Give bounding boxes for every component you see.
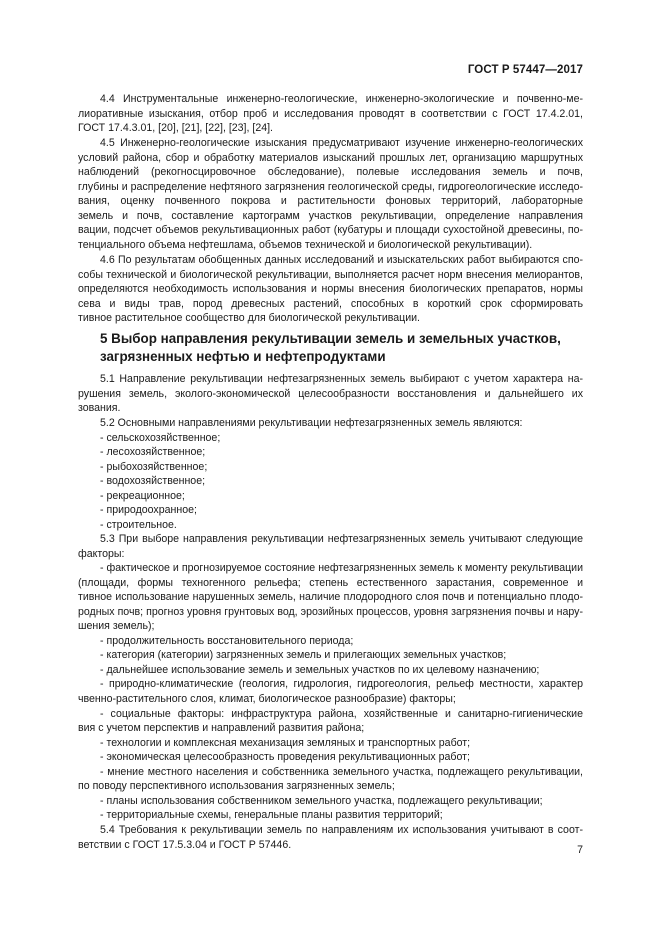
text-line: - категория (категории) загрязненных земель и прилегающих земельных участков; xyxy=(100,649,507,662)
text-line: шения земель); xyxy=(78,620,155,633)
text-line: ветствии с ГОСТ 17.5.3.04 и ГОСТ Р 57446. xyxy=(78,838,292,851)
list-item: - природоохранное; xyxy=(100,504,197,517)
text-line: - природно-климатические (геология, гидрология, гидрогеология, рельеф местности, характер xyxy=(100,678,583,691)
text-line: вия с учетом перспектив и направлений развития района; xyxy=(78,722,365,735)
text-line: по поводу перспективного использования загрязненных земель; xyxy=(78,780,395,793)
text-line: 5.1 Направление рекультивации нефтезагрязненных земель выбирают с учетом характера на- xyxy=(100,373,583,385)
page-number: 7 xyxy=(577,844,583,856)
text-line: - дальнейшее использование земель и земельных участков по их целевому назначению; xyxy=(100,663,540,676)
text-line: зования. xyxy=(78,402,121,415)
text-line: тивное растительное сообщество для биологической рекультивации. xyxy=(78,312,420,325)
text-line: земель и почв, составление картограмм участков рекультивации, определение направления xyxy=(78,209,583,222)
text-line: 4.4 Инструментальные инженерно-геологические, инженерно-экологические и почвенно-ме- xyxy=(100,93,583,105)
text-line: чвенно-растительного слоя, климат, биологическое разнообразие) факторы; xyxy=(78,693,456,706)
list-item: - лесохозяйственное; xyxy=(100,446,206,459)
heading-line: загрязненных нефтью и нефтепродуктами xyxy=(100,349,386,364)
text-line: 4.5 Инженерно-геологические изыскания предусматривают изучение инженерно-геологических xyxy=(100,137,583,149)
text-line: 5.2 Основными направлениями рекультивации нефтезагрязненных земель являются: xyxy=(100,417,523,429)
text-line: - социальные факторы: инфраструктура района, хозяйственные и санитарно-гигиенические xyxy=(100,707,583,720)
paragraph-5-3 xyxy=(78,532,583,823)
text-line: - территориальные схемы, генеральные планы развития территорий; xyxy=(100,809,443,822)
text-line: - фактическое и прогнозируемое состояние нефтезагрязненных земель к моменту рекультивации xyxy=(100,562,583,575)
text-line: ГОСТ 17.4.3.01, [20], [21], [22], [23], [24]. xyxy=(78,122,274,135)
text-line: - экономическая целесообразность проведения рекультивационных работ; xyxy=(100,751,470,764)
text-line: рушения земель, эколого-экономической целесообразности восстановления и дальнейшего их xyxy=(78,387,583,400)
text-line: тенциального объема нефтешлама, объемов технической и биологической рекультивации). xyxy=(78,238,533,251)
text-line: 5.3 При выборе направления рекультивации нефтезагрязненных земель учитывают следующие xyxy=(100,533,583,545)
text-line: вации, подсчет объемов рекультивационных работ (кубатуры и площади сухостойной древесины, по- xyxy=(78,224,583,237)
list-item: - рыбохозяйственное; xyxy=(100,460,208,473)
text-line: наблюдений (рекогносцировочное обследование), полевые исследования земель и почв, xyxy=(78,166,583,179)
text-line: тивное использование нарушенных земель, наличие плодородного слоя почв и потенциально плодо- xyxy=(78,591,583,604)
text-line: - технологии и комплексная механизация земляных и транспортных работ; xyxy=(100,736,471,749)
heading-line: 5 Выбор направления рекультивации земель и земельных участков, xyxy=(100,331,561,346)
text-line: (площади, формы техногенного рельефа; степень естественного зарастания, современное и xyxy=(78,576,583,589)
text-line: вания, оценку почвенного покрова и растительности фоновых территорий, лабораторные xyxy=(78,195,583,208)
text-line: - продолжительность восстановительного периода; xyxy=(100,634,354,647)
paragraph-4-6 xyxy=(78,253,583,326)
paragraph-5-4 xyxy=(78,823,583,852)
text-line: сева и виды трав, пород древесных растений, способных в короткий срок сформировать xyxy=(78,297,583,310)
list-item: - водохозяйственное; xyxy=(100,475,206,488)
text-line: факторы: xyxy=(78,547,125,560)
text-line: определяются необходимость использования и нормы внесения биологических препаратов, нормы xyxy=(78,283,583,296)
text-line: - планы использования собственником земельного участка, подлежащего рекультивации; xyxy=(100,794,543,807)
list-item: - сельскохозяйственное; xyxy=(100,431,221,444)
paragraph-4-5 xyxy=(78,136,583,252)
text-line: собы технической и биологической рекультивации, выполняется расчет норм внесения мелиорантов, xyxy=(78,268,583,281)
text-line: 4.6 По результатам обобщенных данных исследований и изыскательских работ выбираются спо- xyxy=(100,254,583,266)
text-line: лиоративные изыскания, отбор проб и исследования проводят в соответствии с ГОСТ 17.4.2.01, xyxy=(78,107,583,120)
list-item: - рекреационное; xyxy=(100,489,185,502)
text-line: условий района, сбор и обработку материалов изысканий прошлых лет, организацию маршрутных xyxy=(78,151,583,164)
text-line: - мнение местного населения и собственника земельного участка, подлежащего рекультивации, xyxy=(100,765,583,778)
text-line: родных почв; прогноз уровня грунтовых вод, эрозийных процессов, уровня загрязнения почвы и нару- xyxy=(78,605,583,618)
text-line: глубины и распределение нефтяного загрязнения геологической среды, гидрогеологические исследо- xyxy=(78,180,583,193)
paragraph-5-1 xyxy=(78,372,583,416)
document-code-header: ГОСТ Р 57447—2017 xyxy=(467,64,583,76)
paragraph-4-4 xyxy=(78,92,583,136)
paragraph-5-2 xyxy=(78,416,583,532)
section-heading-5 xyxy=(78,330,583,366)
text-line: 5.4 Требования к рекультивации земель по направлениям их использования учитывают в соот- xyxy=(100,824,583,836)
list-item: - строительное. xyxy=(100,518,177,531)
